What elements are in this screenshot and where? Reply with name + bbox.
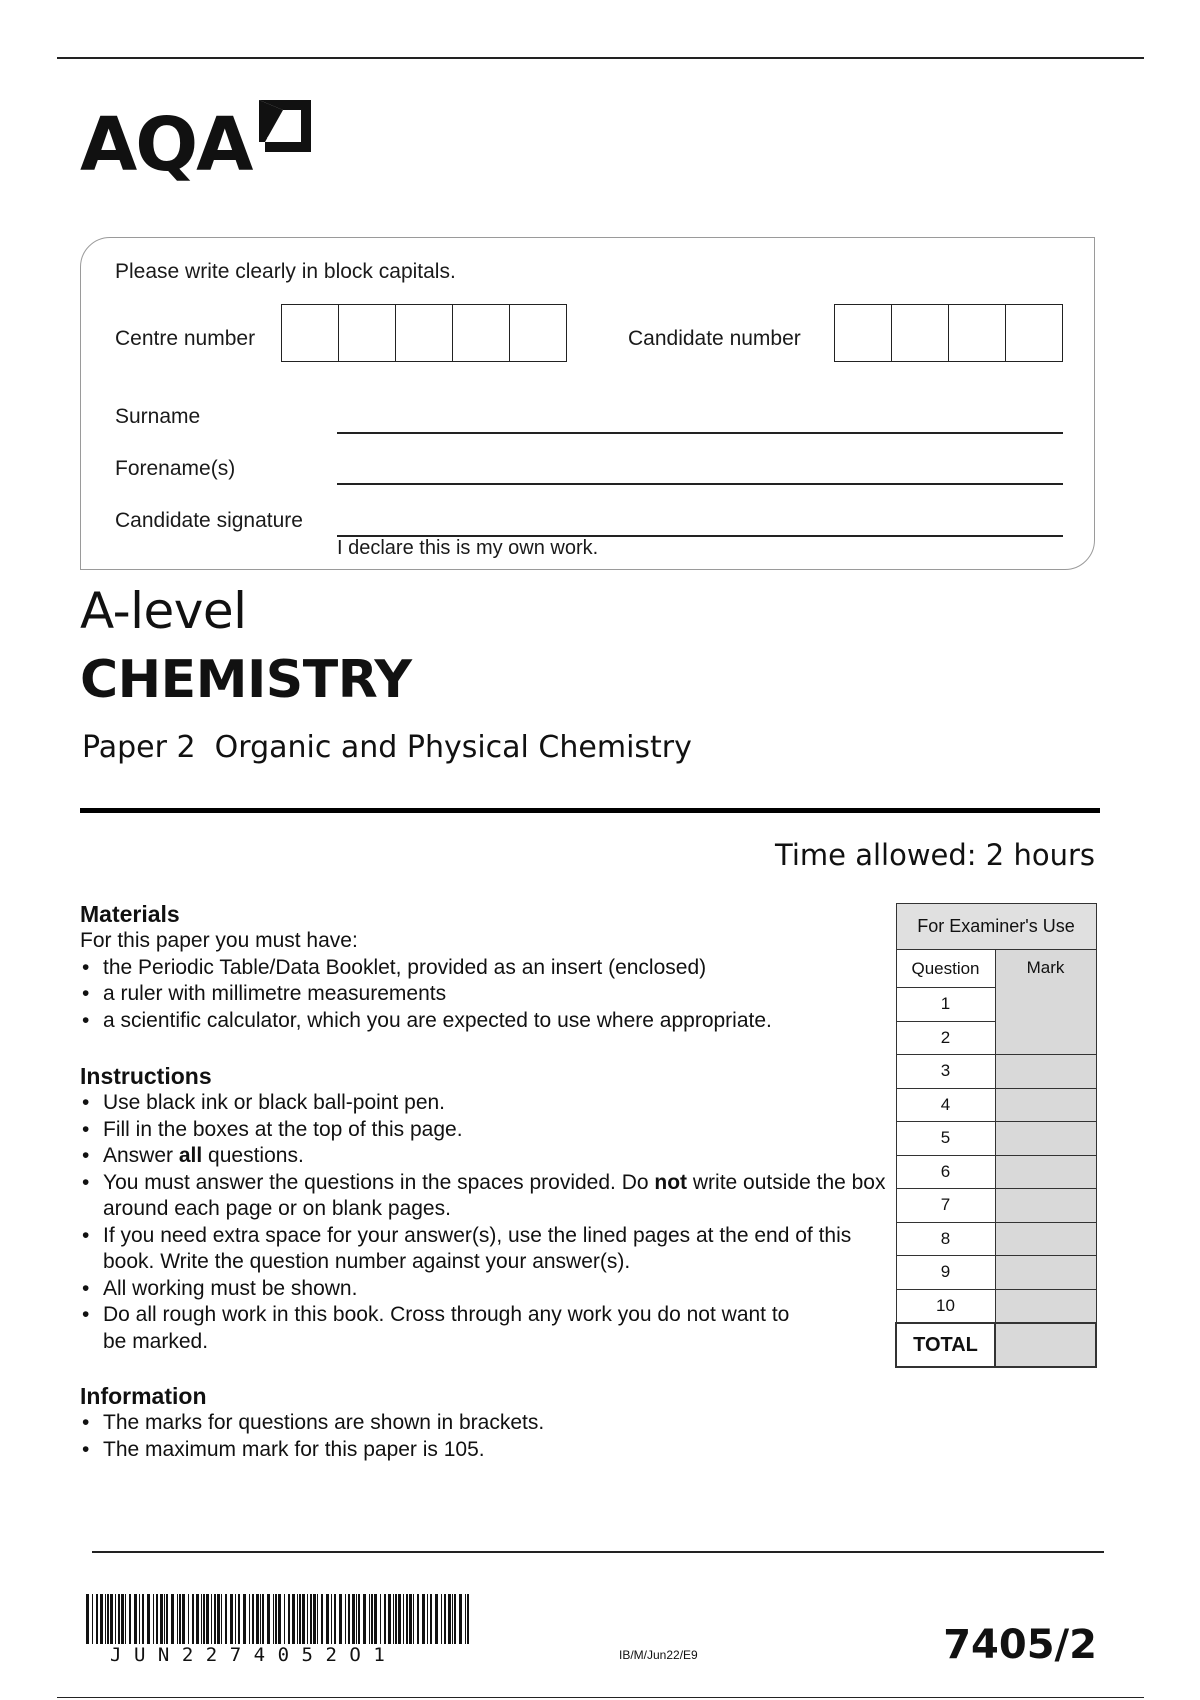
list-item: • Fill in the boxes at the top of this page. xyxy=(80,1117,870,1144)
information-section xyxy=(80,1383,870,1463)
mark-cell[interactable] xyxy=(995,1189,1096,1223)
list-item: • You must answer the questions in the spaces provided. Do not write outside the box around each page or on blank pages. xyxy=(80,1170,893,1223)
list-item: • If you need extra space for your answer(s), use the lined pages at the end of this book. Write the question number against your answer(s). xyxy=(80,1223,873,1276)
question-number: 7 xyxy=(896,1189,995,1223)
candidate-digit-box[interactable] xyxy=(892,305,949,361)
information-list xyxy=(80,1410,870,1463)
question-number: 9 xyxy=(896,1256,995,1290)
subject-title: CHEMISTRY xyxy=(80,650,412,710)
centre-digit-box[interactable] xyxy=(396,305,453,361)
question-column-header: Question xyxy=(896,950,995,988)
paper-title: Paper 2 Organic and Physical Chemistry xyxy=(82,730,692,765)
question-number: 3 xyxy=(896,1055,995,1089)
time-allowed: Time allowed: 2 hours xyxy=(775,838,1095,872)
logo-text: AQA xyxy=(80,102,252,188)
total-mark-cell[interactable] xyxy=(995,1323,1096,1367)
centre-number-boxes[interactable] xyxy=(281,304,567,362)
list-item: • Answer all questions. xyxy=(80,1143,870,1170)
centre-digit-box[interactable] xyxy=(282,305,339,361)
title-divider xyxy=(80,808,1100,813)
aqa-logo xyxy=(80,92,313,188)
mark-column-header: Mark xyxy=(995,950,1096,1055)
question-number: 8 xyxy=(896,1222,995,1256)
mark-cell[interactable] xyxy=(995,1289,1096,1323)
candidate-digit-box[interactable] xyxy=(949,305,1006,361)
forenames-label: Forename(s) xyxy=(115,457,236,480)
candidate-digit-box[interactable] xyxy=(835,305,892,361)
barcode-digits: JUN2274052O1 xyxy=(110,1644,398,1666)
list-item: • a ruler with millimetre measurements xyxy=(80,981,870,1008)
barcode-icon xyxy=(86,1594,471,1644)
bottom-rule xyxy=(57,1697,1144,1698)
examiners-use-table xyxy=(895,903,1097,1368)
declaration-text: I declare this is my own work. xyxy=(337,537,599,559)
list-item: • All working must be shown. xyxy=(80,1276,870,1303)
list-item: • the Periodic Table/Data Booklet, provided as an insert (enclosed) xyxy=(80,955,870,982)
top-rule xyxy=(57,57,1144,59)
footer-rule xyxy=(92,1551,1104,1553)
total-label: TOTAL xyxy=(896,1323,995,1367)
surname-field[interactable] xyxy=(337,432,1063,434)
materials-section xyxy=(80,901,870,1034)
forenames-field[interactable] xyxy=(337,483,1063,485)
surname-label: Surname xyxy=(115,405,201,428)
list-item: • The maximum mark for this paper is 105. xyxy=(80,1437,870,1464)
examiners-use-title: For Examiner's Use xyxy=(896,904,1096,950)
paper-code: 7405/2 xyxy=(943,1622,1097,1668)
instructions-section xyxy=(80,1063,886,1355)
mark-cell[interactable] xyxy=(995,1155,1096,1189)
candidate-number-label: Candidate number xyxy=(628,327,801,350)
centre-digit-box[interactable] xyxy=(510,305,566,361)
mark-cell[interactable] xyxy=(995,1122,1096,1156)
question-number: 1 xyxy=(896,988,995,1022)
qualification-level: A-level xyxy=(80,582,247,640)
materials-list xyxy=(80,955,870,1035)
candidate-number-boxes[interactable] xyxy=(834,304,1063,362)
information-heading: Information xyxy=(80,1383,207,1409)
mark-cell[interactable] xyxy=(995,1088,1096,1122)
list-item: • Do all rough work in this book. Cross through any work you do not want to be marked. xyxy=(80,1302,793,1355)
materials-intro: For this paper you must have: xyxy=(80,929,358,952)
list-item: • The marks for questions are shown in brackets. xyxy=(80,1410,870,1437)
question-number: 10 xyxy=(896,1289,995,1323)
aqa-flag-icon xyxy=(257,98,313,154)
list-item: • a scientific calculator, which you are expected to use where appropriate. xyxy=(80,1008,870,1035)
centre-digit-box[interactable] xyxy=(339,305,396,361)
materials-heading: Materials xyxy=(80,901,180,927)
mark-cell[interactable] xyxy=(995,1222,1096,1256)
instructions-list xyxy=(80,1090,886,1355)
centre-digit-box[interactable] xyxy=(453,305,510,361)
question-number: 5 xyxy=(896,1122,995,1156)
question-number: 2 xyxy=(896,1021,995,1055)
mark-cell[interactable] xyxy=(995,1256,1096,1290)
signature-label: Candidate signature xyxy=(115,509,303,532)
document-reference: IB/M/Jun22/E9 xyxy=(619,1648,698,1662)
instructions-heading: Instructions xyxy=(80,1063,212,1089)
mark-cell[interactable] xyxy=(995,1055,1096,1089)
question-number: 4 xyxy=(896,1088,995,1122)
question-number: 6 xyxy=(896,1155,995,1189)
centre-number-label: Centre number xyxy=(115,327,256,350)
candidate-digit-box[interactable] xyxy=(1006,305,1062,361)
list-item: • Use black ink or black ball-point pen. xyxy=(80,1090,870,1117)
block-capitals-instruction: Please write clearly in block capitals. xyxy=(115,260,456,283)
